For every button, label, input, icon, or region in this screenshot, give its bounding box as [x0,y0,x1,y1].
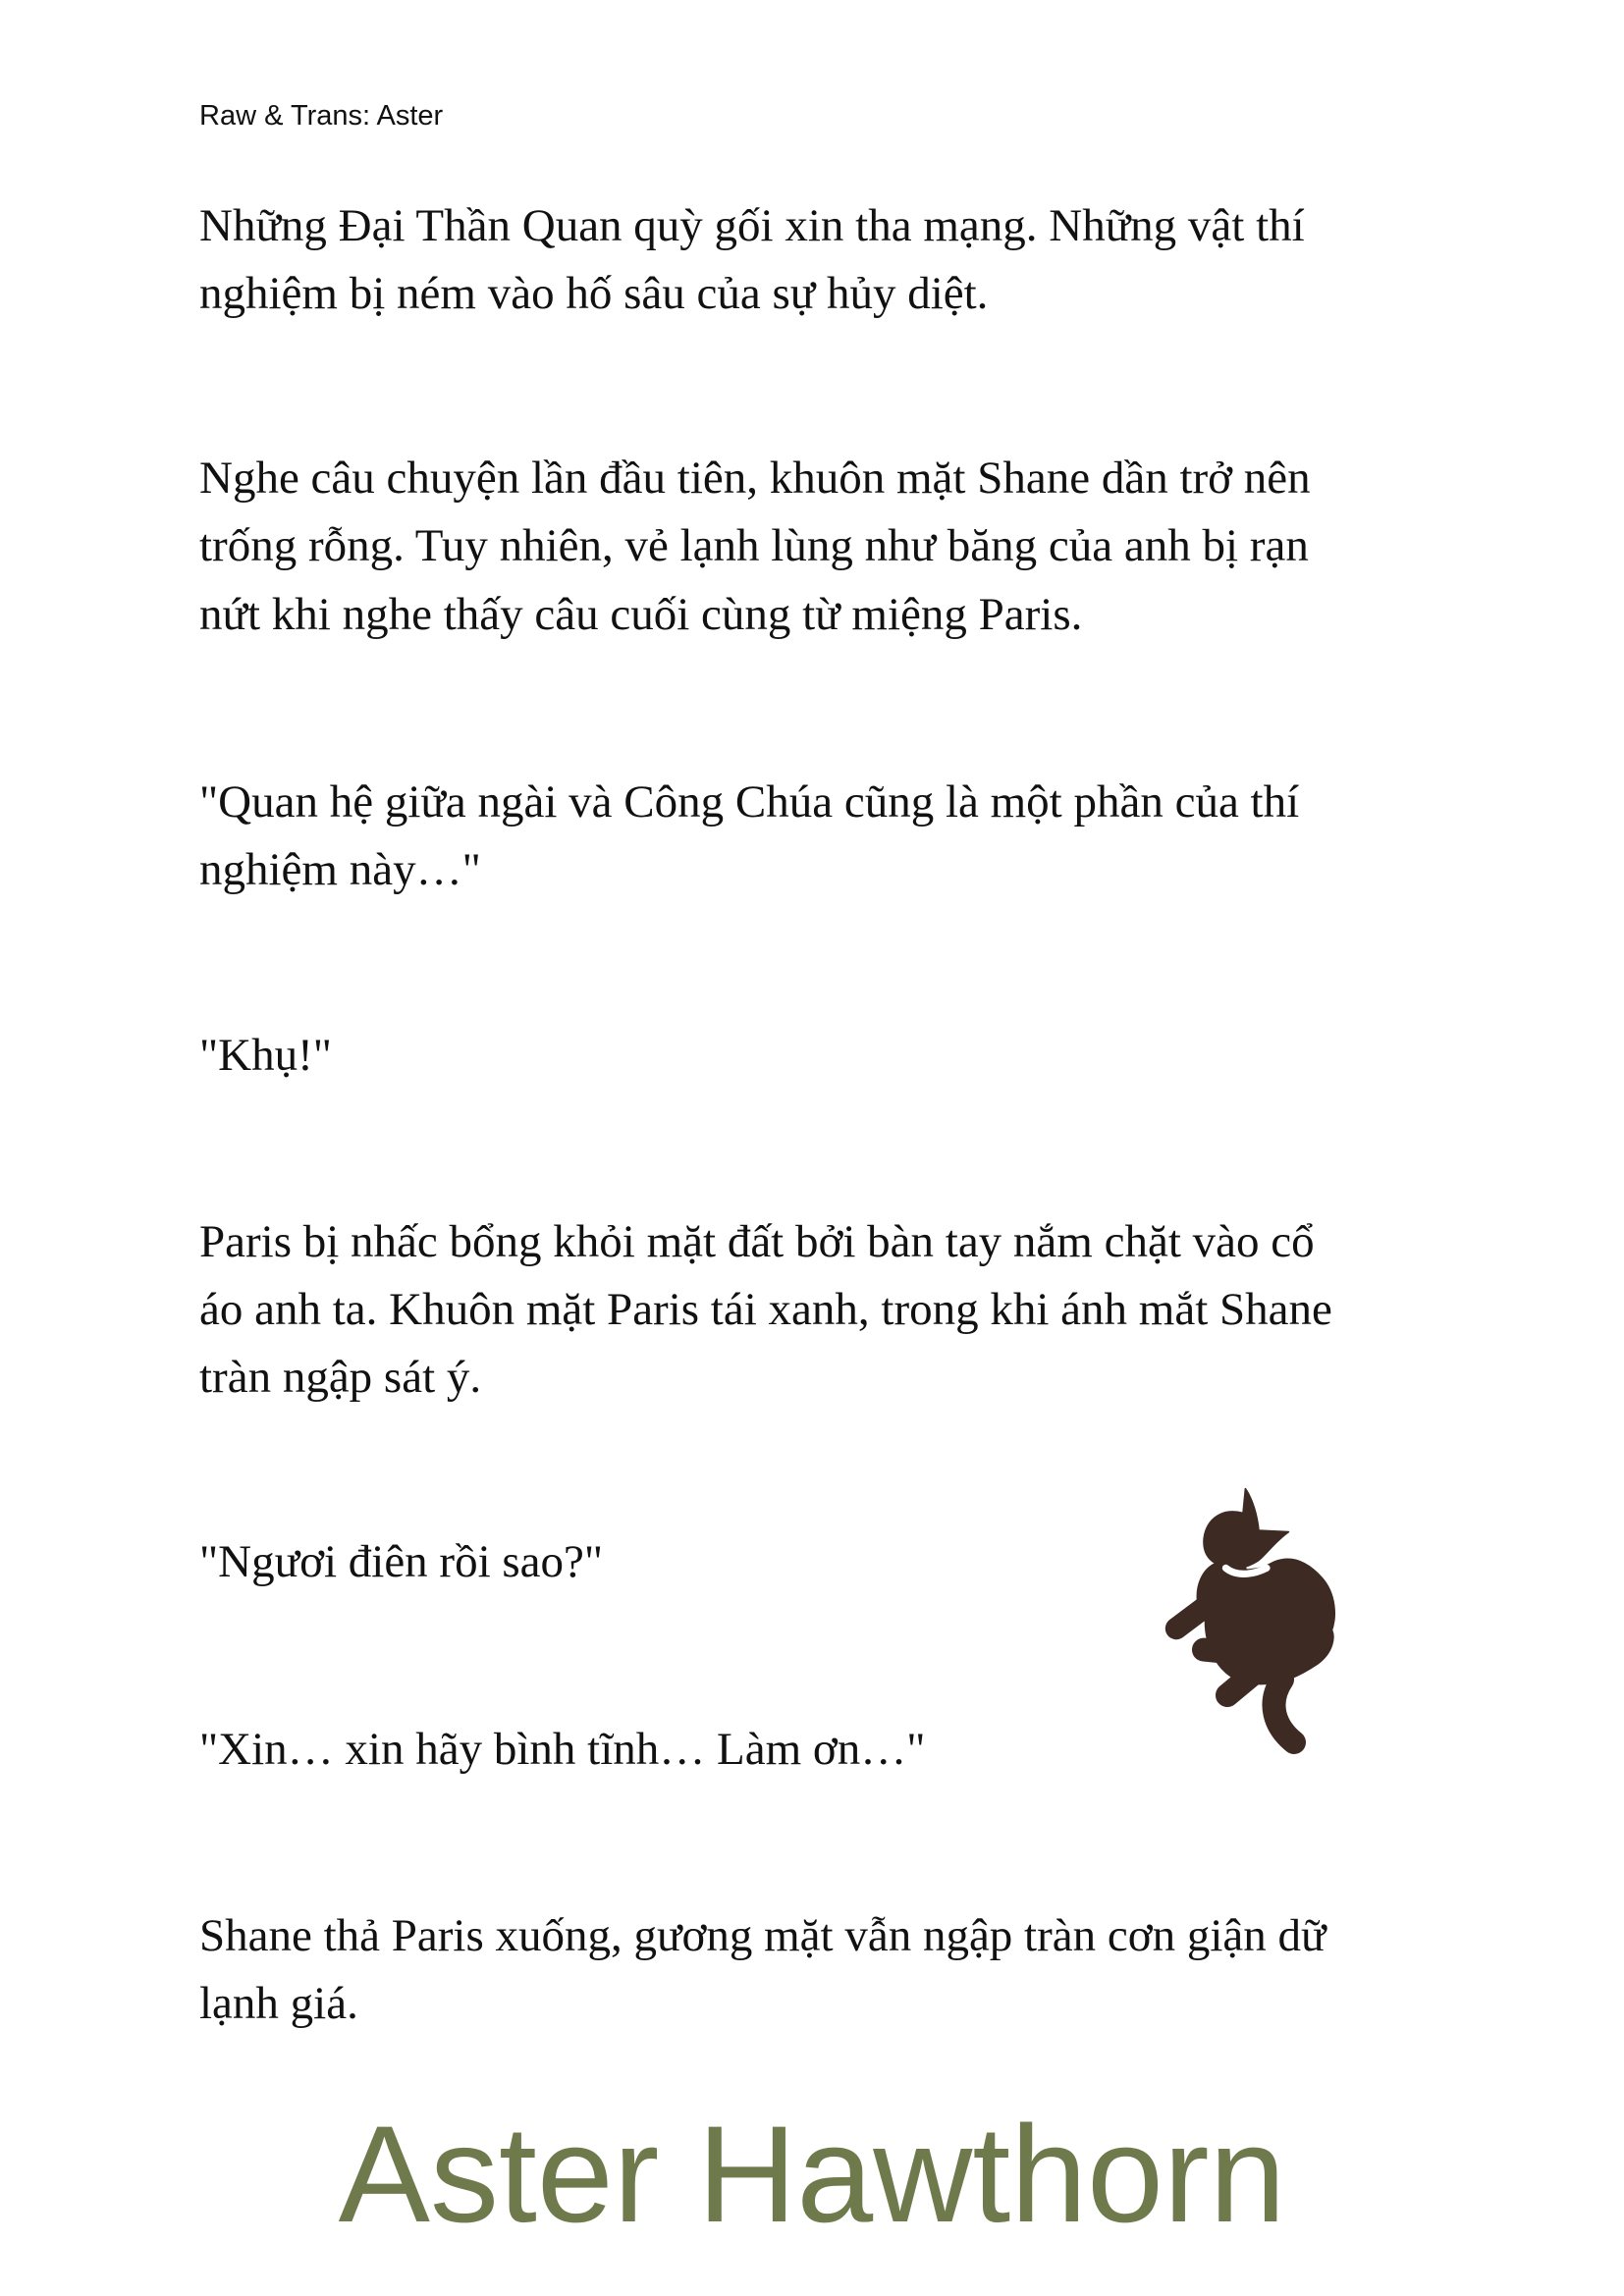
p8-l1: Shane thả Paris xuống, gương mặt vẫn ngập tràn cơn giận dữ [199,1910,1326,1962]
p2-l3: nứt khi nghe thấy câu cuối cùng từ miệng Paris. [199,589,1083,641]
header-credit: Raw & Trans: Aster [199,100,444,132]
p1-l1: Những Đại Thần Quan quỳ gối xin tha mạng. Những vật thí [199,200,1305,252]
p2-l2: trống rỗng. Tuy nhiên, vẻ lạnh lùng như băng của anh bị rạn [199,520,1309,572]
p5-l1: Paris bị nhấc bổng khỏi mặt đất bởi bàn tay nắm chặt vào cổ [199,1216,1315,1268]
p6-l1: "Ngươi điên rồi sao?" [199,1536,604,1588]
p3-l2: nghiệm này…" [199,844,481,896]
p5-l2: áo anh ta. Khuôn mặt Paris tái xanh, trong khi ánh mắt Shane [199,1284,1332,1336]
p4-l1: "Khụ!" [199,1030,332,1082]
p1-l2: nghiệm bị ném vào hố sâu của sự hủy diệt. [199,268,989,320]
p3-l1: "Quan hệ giữa ngài và Công Chúa cũng là một phần của thí [199,776,1300,828]
p8-l2: lạnh giá. [199,1978,358,2030]
cat-logo-icon [1149,1453,1384,1796]
p5-l3: tràn ngập sát ý. [199,1352,482,1404]
p7-l1: "Xin… xin hãy bình tĩnh… Làm ơn…" [199,1724,926,1776]
p2-l1: Nghe câu chuyện lần đầu tiên, khuôn mặt Shane dần trở nên [199,453,1311,505]
watermark-text: Aster Hawthorn [338,2097,1286,2251]
